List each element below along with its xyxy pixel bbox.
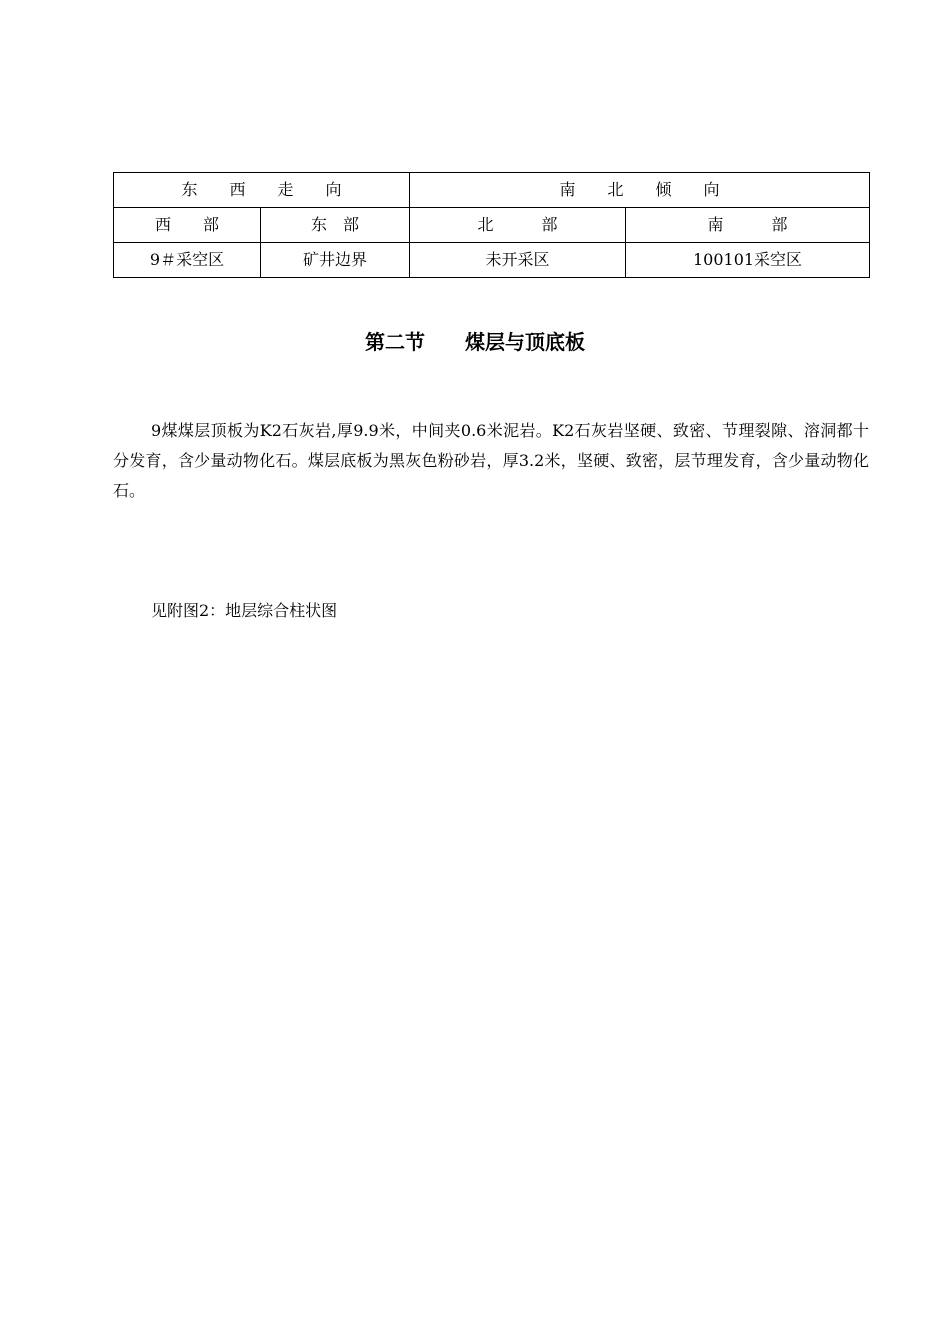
- table-row: [114, 243, 870, 278]
- header-north-south-dip: 南 北 倾 向: [410, 173, 870, 208]
- subheader-west: 西 部: [114, 208, 261, 243]
- body-paragraph: 9煤煤层顶板为K2石灰岩,厚9.9米，中间夹0.6米泥岩。K2石灰岩坚硬、致密、节理裂隙、溶洞都十分发育，含少量动物化石。煤层底板为黑灰色粉砂岩，厚3.2米，坚硬、致密，层节理发育，含少量动物化石。: [113, 421, 869, 500]
- figure-reference: 见附图2：地层综合柱状图: [151, 601, 338, 620]
- subheader-south: 南 部: [626, 208, 870, 243]
- table-subheader-row: [114, 208, 870, 243]
- subheader-east: 东 部: [261, 208, 410, 243]
- adjacent-area-table: [113, 172, 870, 278]
- header-east-west-strike: 东 西 走 向: [114, 173, 410, 208]
- cell-north: 未开采区: [410, 243, 626, 278]
- section-heading: 第二节 煤层与顶底板: [365, 330, 585, 354]
- cell-south: 100101采空区: [626, 243, 870, 278]
- table-header-row: [114, 173, 870, 208]
- cell-west: 9＃采空区: [114, 243, 261, 278]
- cell-east: 矿井边界: [261, 243, 410, 278]
- subheader-north: 北 部: [410, 208, 626, 243]
